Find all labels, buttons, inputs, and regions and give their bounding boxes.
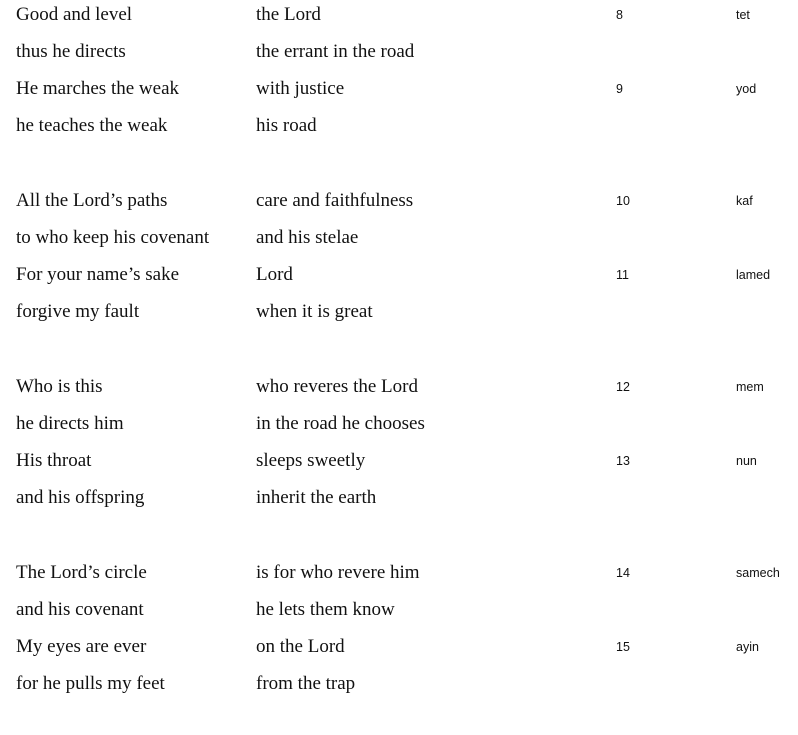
verse-line [0,37,798,74]
verse-line [0,0,798,37]
line-second-half: care and faithfulness [256,190,414,211]
line-first-half: Who is this [16,376,103,397]
verse-line [0,260,798,297]
line-second-half: his road [256,115,317,136]
verse-line [0,595,798,632]
stanza-2 [0,186,798,334]
verse-number: 8 [616,8,623,22]
line-second-half: sleeps sweetly [256,450,366,471]
stanza-1 [0,0,798,148]
stanza-3 [0,372,798,520]
verse-number: 13 [616,454,630,468]
line-first-half: Good and level [16,4,133,25]
line-second-half: from the trap [256,673,356,694]
line-first-half: to who keep his covenant [16,227,210,248]
line-first-half: For your name’s sake [16,264,180,285]
line-second-half: is for who revere him [256,562,420,583]
verse-line [0,111,798,148]
verse-line [0,558,798,595]
verse-line [0,669,798,706]
line-first-half: for he pulls my feet [16,673,165,694]
line-first-half: he teaches the weak [16,115,168,136]
verse-line [0,223,798,260]
line-first-half: His throat [16,450,92,471]
verse-line [0,483,798,520]
verse-line [0,446,798,483]
line-second-half: with justice [256,78,345,99]
line-first-half: My eyes are ever [16,636,147,657]
line-second-half: inherit the earth [256,487,377,508]
hebrew-letter: yod [736,82,757,96]
line-second-half: the errant in the road [256,41,415,62]
line-second-half: who reveres the Lord [256,376,418,397]
line-first-half: The Lord’s circle [16,562,147,583]
line-second-half: Lord [256,264,293,285]
hebrew-letter: nun [736,454,757,468]
hebrew-letter: samech [736,566,780,580]
line-first-half: he directs him [16,413,124,434]
verse-number: 15 [616,640,630,654]
hebrew-letter: mem [736,380,764,394]
line-second-half: the Lord [256,4,321,25]
verse-line [0,632,798,669]
line-first-half: thus he directs [16,41,126,62]
stanza-4 [0,558,798,706]
verse-line [0,409,798,446]
verse-line [0,297,798,334]
line-second-half: in the road he chooses [256,413,425,434]
verse-number: 14 [616,566,630,580]
verse-number: 11 [616,268,629,282]
verse-line [0,74,798,111]
line-second-half: he lets them know [256,599,395,620]
verse-number: 9 [616,82,623,96]
hebrew-letter: kaf [736,194,753,208]
line-first-half: forgive my fault [16,301,140,322]
line-second-half: when it is great [256,301,373,322]
verse-line [0,372,798,409]
verse-number: 12 [616,380,630,394]
line-second-half: and his stelae [256,227,359,248]
hebrew-letter: tet [736,8,750,22]
verse-line [0,186,798,223]
line-first-half: and his offspring [16,487,145,508]
line-first-half: All the Lord’s paths [16,190,168,211]
verse-number: 10 [616,194,630,208]
hebrew-letter: lamed [736,268,771,282]
hebrew-letter: ayin [736,640,759,654]
line-first-half: He marches the weak [16,78,180,99]
line-second-half: on the Lord [256,636,345,657]
line-first-half: and his covenant [16,599,144,620]
